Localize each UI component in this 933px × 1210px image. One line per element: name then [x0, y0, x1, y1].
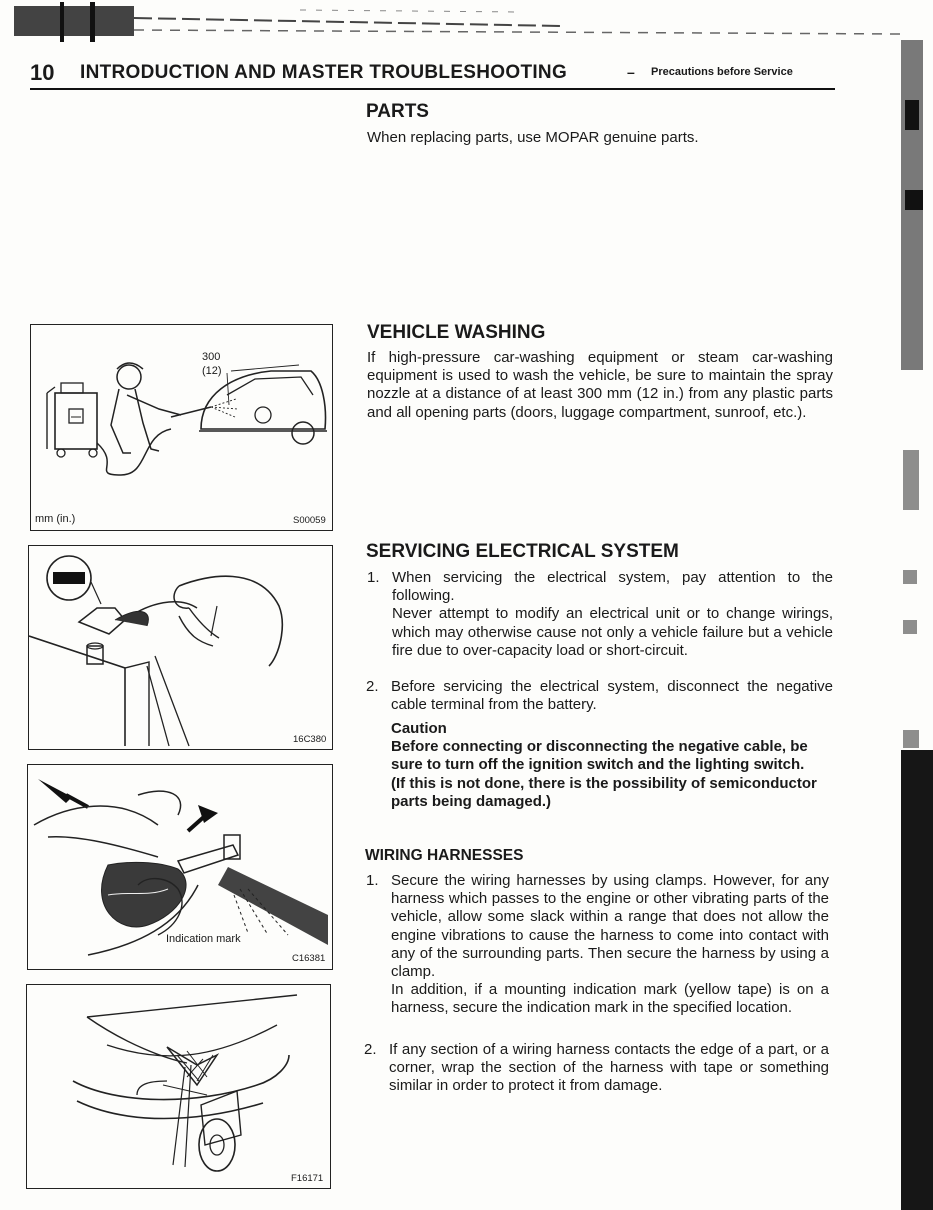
distance-in-label: (12): [202, 365, 222, 377]
washing-figure: [30, 324, 333, 531]
battery-figure: [28, 545, 333, 750]
list-number: 1.: [367, 569, 380, 586]
list-text: Before servicing the electrical system, disconnect the negative cable terminal from the battery.: [391, 678, 833, 714]
harness-tape-illustration: [27, 985, 330, 1188]
chapter-title: INTRODUCTION AND MASTER TROUBLESHOOTING: [80, 62, 568, 83]
wiring-heading: WIRING HARNESSES: [365, 847, 524, 864]
distance-mm-label: 300: [202, 351, 221, 363]
list-item: [366, 872, 829, 1018]
list-text: Never attempt to modify an electrical unit or to change wirings, which may otherwise cause not only a vehicle failure but a vehicle fire due to over-capacity load or short-circuit.: [392, 605, 833, 659]
list-number: 1.: [366, 872, 379, 889]
battery-illustration: [29, 546, 332, 749]
caution-text: Before connecting or disconnecting the negative cable, be sure to turn off the ignition switch and the lighting switch.: [391, 738, 808, 774]
harness-clamp-figure: [27, 764, 333, 970]
list-text: In addition, if a mounting indication mark (yellow tape) is on a harness, secure the indication mark in the specified location.: [391, 981, 829, 1017]
list-text: If any section of a wiring harness contacts the edge of a part, or a corner, wrap the section of the harness with tape or something similar in order to protect it from damage.: [389, 1041, 829, 1095]
indication-mark-label: Indication mark: [166, 933, 241, 945]
scan-noise-right: [895, 30, 933, 1210]
figure-code: C16381: [292, 953, 326, 964]
figure-code: S00059: [293, 515, 326, 526]
units-label: mm (in.): [35, 513, 76, 525]
caution-title: Caution: [391, 720, 447, 737]
washing-illustration: [31, 325, 332, 530]
caution-box: [391, 720, 833, 811]
header-separator: –: [627, 64, 635, 80]
caution-note: (If this is not done, there is the possibility of semiconductor parts being damaged.): [391, 774, 817, 810]
figure-code: 16C380: [293, 734, 327, 745]
figure-code: F16171: [291, 1173, 324, 1184]
scan-noise-top: [0, 0, 900, 44]
vehicle-washing-text: If high-pressure car-washing equipment or steam car-washing equipment is used to wash the vehicle, be sure to maintain the spray nozzle at a distance of at least 300 mm (12 in.) from any plastic parts and all opening parts (doors, luggage compartment, sunroof, etc.).: [367, 349, 833, 421]
list-item: [366, 678, 833, 714]
parts-text: When replacing parts, use MOPAR genuine parts.: [367, 129, 699, 146]
list-text: When servicing the electrical system, pay attention to the following.: [392, 569, 833, 605]
electrical-heading: SERVICING ELECTRICAL SYSTEM: [366, 541, 679, 562]
list-number: 2.: [364, 1041, 377, 1058]
section-title: Precautions before Service: [651, 66, 793, 78]
list-text: Secure the wiring harnesses by using clamps. However, for any harness which passes to the engine or other vibrating parts of the vehicle, allow some slack within a range that does not allow the engine vibrations to cause the harness to come into contact with any of the surrounding parts. Then secure the harness by using a clamp.: [391, 872, 829, 981]
list-item: [364, 1041, 829, 1096]
list-item: [367, 569, 833, 660]
page-header: [30, 58, 835, 90]
harness-tape-figure: [26, 984, 331, 1189]
parts-heading: PARTS: [366, 101, 429, 122]
vehicle-washing-heading: VEHICLE WASHING: [367, 322, 546, 343]
list-number: 2.: [366, 678, 379, 695]
page-number: 10: [30, 60, 55, 85]
